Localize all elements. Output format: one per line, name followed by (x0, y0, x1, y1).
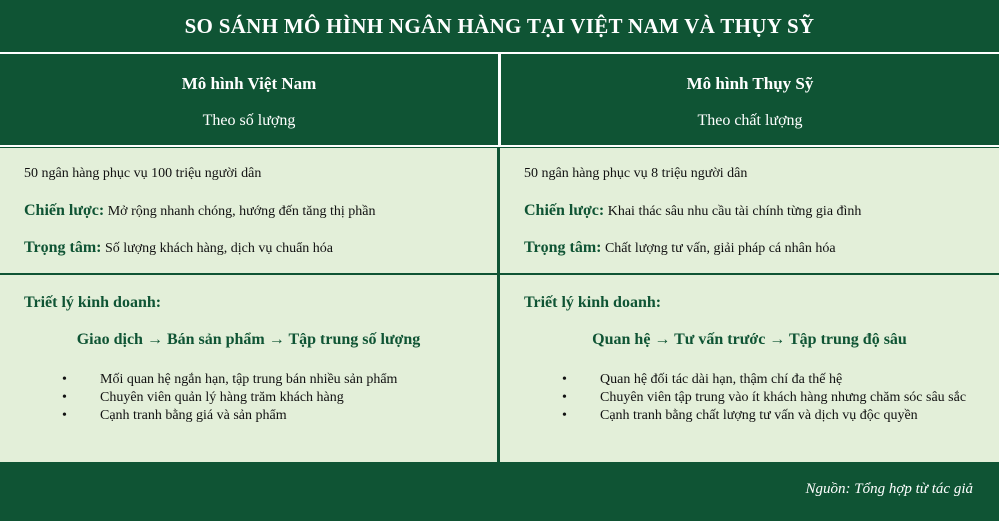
philosophy-bullets (62, 371, 477, 425)
focus-row (524, 239, 836, 257)
focus-row (24, 239, 333, 257)
column-header-vietnam (0, 54, 498, 145)
philosophy-bullets (562, 371, 979, 425)
column-subtitle: Theo chất lượng (697, 112, 803, 129)
list-item: • Quan hệ đối tác dài hạn, thậm chí đa thế hệ (562, 371, 979, 389)
philosophy-flow: Giao dịch → Bán sản phẩm → Tập trung số lượng (76, 331, 421, 348)
column-subtitle: Theo số lượng (202, 112, 296, 129)
strategy-label: Chiến lược: (24, 202, 105, 219)
strategy-cell-vietnam (0, 148, 497, 273)
philosophy-label: Triết lý kinh doanh: (524, 294, 662, 311)
footer (0, 464, 999, 521)
philosophy-cell-switzerland (500, 275, 999, 462)
source-note: Nguồn: Tổng hợp từ tác giả (805, 481, 973, 497)
strategy-label: Chiến lược: (524, 202, 605, 219)
philosophy-cell-vietnam (0, 275, 497, 462)
strategy-cell-switzerland (500, 148, 999, 273)
strategy-text: Mở rộng nhanh chóng, hướng đến tăng thị phần (107, 204, 376, 219)
focus-label: Trọng tâm: (524, 239, 602, 256)
scale-text: 50 ngân hàng phục vụ 8 triệu người dân (524, 166, 748, 181)
strategy-row (524, 202, 861, 220)
column-header-switzerland (501, 54, 999, 145)
list-item: • Cạnh tranh bằng giá và sản phẩm (62, 407, 477, 425)
list-item: • Chuyên viên quản lý hàng trăm khách hàng (62, 389, 477, 407)
list-item: • Chuyên viên tập trung vào ít khách hàng nhưng chăm sóc sâu sắc (562, 389, 979, 407)
list-item: • Mối quan hệ ngắn hạn, tập trung bán nhiều sản phẩm (62, 371, 477, 389)
focus-label: Trọng tâm: (24, 239, 102, 256)
focus-text: Số lượng khách hàng, dịch vụ chuẩn hóa (104, 241, 334, 256)
header-divider-bottom (0, 145, 999, 147)
column-title: Mô hình Việt Nam (181, 74, 317, 93)
page-title: SO SÁNH MÔ HÌNH NGÂN HÀNG TẠI VIỆT NAM VÀ THỤY SỸ (0, 0, 999, 52)
philosophy-label: Triết lý kinh doanh: (24, 294, 162, 311)
scale-text: 50 ngân hàng phục vụ 100 triệu người dân (24, 166, 262, 181)
list-item: • Cạnh tranh bằng chất lượng tư vấn và dịch vụ độc quyền (562, 407, 979, 425)
strategy-row (24, 202, 375, 220)
strategy-text: Khai thác sâu nhu cầu tài chính từng gia đình (607, 204, 862, 219)
philosophy-flow: Quan hệ → Tư vấn trước → Tập trung độ sâu (592, 331, 907, 348)
column-title: Mô hình Thụy Sỹ (686, 74, 814, 93)
focus-text: Chất lượng tư vấn, giải pháp cá nhân hóa (604, 241, 836, 256)
